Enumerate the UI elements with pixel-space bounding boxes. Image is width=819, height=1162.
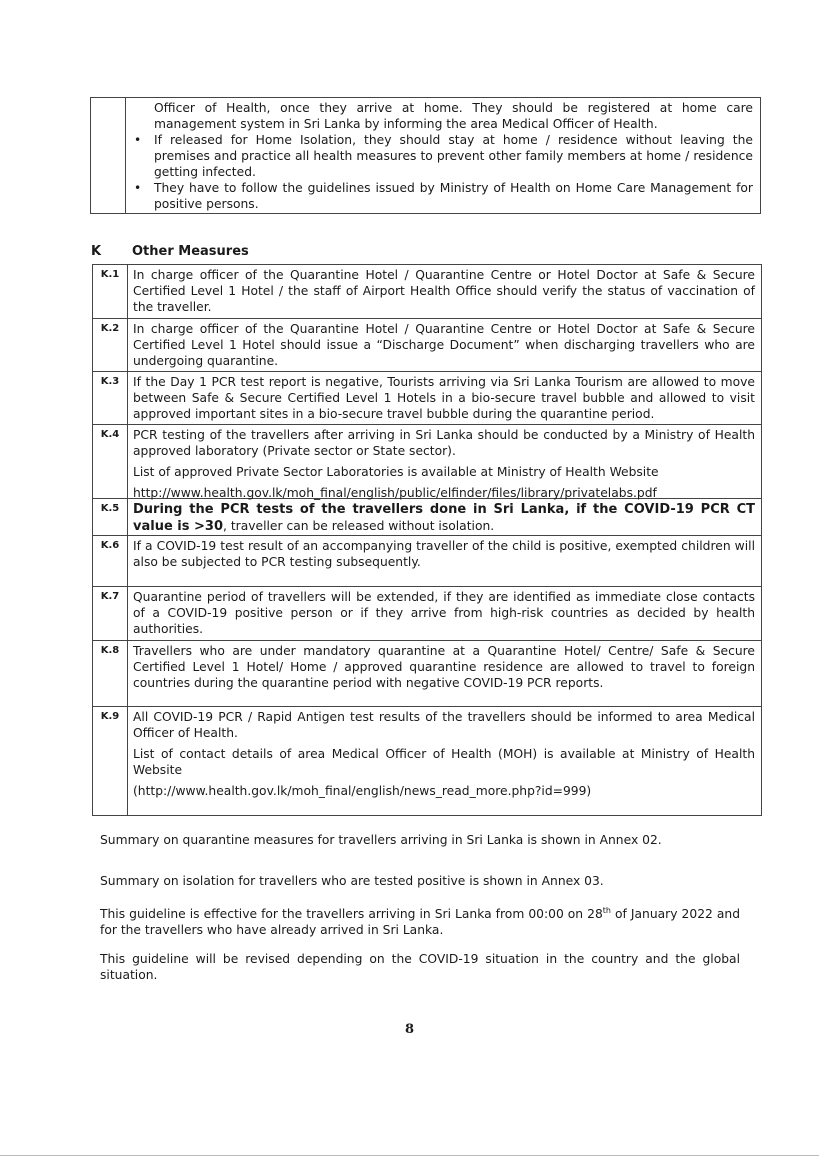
- annex2-paragraph: Summary on quarantine measures for travellers arriving in Sri Lanka is shown in Annex 02.: [100, 833, 662, 847]
- row-text: If the Day 1 PCR test report is negative, Tourists arriving via Sri Lanka Tourism are allowed to move between Safe & Secure Certified Level 1 Hotels in a bio-secure travel bubble and allowed to visit approved important sites in a bio-secure travel bubble during the quarantine period.: [133, 375, 755, 421]
- section-letter: K: [91, 244, 102, 259]
- bottom-divider: [0, 1155, 819, 1156]
- row-paragraph: All COVID-19 PCR / Rapid Antigen test results of the travellers should be informed to area Medical Officer of Health.: [133, 710, 755, 740]
- lab-list-link[interactable]: http://www.health.gov.lk/moh_final/english/public/elfinder/files/library/privatelabs.pdf: [133, 486, 657, 500]
- page-number: 8: [404, 1022, 415, 1037]
- continuation-intro: Officer of Health, once they arrive at home. They should be registered at home care management system in Sri Lanka by informing the area Medical Officer of Health.: [154, 101, 753, 131]
- row-text-tail: , traveller can be released without isolation.: [223, 519, 495, 533]
- row-text: [133, 501, 755, 535]
- effective-text-end: of January 2022 and for the travellers who have already arrived in Sri Lanka.: [100, 907, 740, 937]
- row-code: K.2: [93, 319, 128, 371]
- bullet-item: • If released for Home Isolation, they should stay at home / residence without leaving the premises and practice all health measures to prevent other family members at home / residence getting infected.: [154, 132, 753, 180]
- table-row: [93, 372, 761, 425]
- section-title: Other Measures: [132, 244, 249, 259]
- row-text: In charge officer of the Quarantine Hotel / Quarantine Centre or Hotel Doctor at Safe & Secure Certified Level 1 Hotel / the staff of Airport Health Office should verify the status of vaccination of the traveller.: [133, 268, 755, 314]
- revised-paragraph: This guideline will be revised depending on the COVID-19 situation in the country and the global situation.: [100, 952, 740, 982]
- table-row: [93, 707, 761, 815]
- row-code: K.3: [93, 372, 128, 424]
- table-row: [93, 265, 761, 319]
- row-text: Quarantine period of travellers will be extended, if they are identified as immediate close contacts of a COVID-19 positive person or if they arrive from high-risk countries as decided by health authorities.: [133, 590, 755, 636]
- row-code: K.7: [93, 587, 128, 640]
- table-row: [93, 641, 761, 707]
- row-list-note: List of contact details of area Medical Officer of Health (MOH) is available at Ministry of Health Website: [133, 747, 755, 777]
- bullet-item: • They have to follow the guidelines issued by Ministry of Health on Home Care Management for positive persons.: [154, 180, 753, 212]
- row-code: K.6: [93, 536, 128, 586]
- row-text: [133, 427, 755, 506]
- row-list-note: List of approved Private Sector Laboratories is available at Ministry of Health Website: [133, 465, 659, 479]
- table-row: [93, 499, 761, 536]
- effective-text-start: This guideline is effective for the travellers arriving in Sri Lanka from 00:00 on 28: [100, 907, 603, 921]
- row-code: K.9: [93, 707, 128, 815]
- row-paragraph: PCR testing of the travellers after arriving in Sri Lanka should be conducted by a Ministry of Health approved laboratory (Private sector or State sector).: [133, 428, 755, 458]
- effective-superscript: th: [602, 905, 611, 915]
- table-row: [93, 587, 761, 641]
- row-text: [133, 709, 755, 804]
- continuation-table: [90, 97, 761, 214]
- bold-text: During the PCR tests of the travellers done in Sri Lanka, if the COVID-19 PCR CT value is >30: [133, 502, 755, 534]
- continuation-code-cell: [91, 98, 126, 213]
- row-code: K.5: [93, 499, 128, 535]
- row-code: K.4: [93, 425, 128, 498]
- row-text: Travellers who are under mandatory quarantine at a Quarantine Hotel/ Centre/ Safe & Secure Certified Level 1 Hotel/ Home / approved quarantine residence are allowed to travel to foreign countries during the quarantine period with negative COVID-19 PCR reports.: [133, 644, 755, 690]
- table-row: [93, 536, 761, 587]
- row-code: K.8: [93, 641, 128, 706]
- table-row: [93, 425, 761, 499]
- measures-table: [92, 264, 762, 816]
- row-code: K.1: [93, 265, 128, 318]
- row-text: In charge officer of the Quarantine Hotel / Quarantine Centre or Hotel Doctor at Safe & Secure Certified Level 1 Hotel should issue a “Discharge Document” when discharging travellers who are undergoing quarantine.: [133, 322, 755, 368]
- continuation-content: [133, 100, 753, 212]
- row-text: If a COVID-19 test result of an accompanying traveller of the child is positive, exempted children will also be subjected to PCR testing subsequently.: [133, 539, 755, 569]
- annex3-paragraph: Summary on isolation for travellers who are tested positive is shown in Annex 03.: [100, 874, 604, 888]
- table-row: [93, 319, 761, 372]
- continuation-bullets: [133, 132, 753, 212]
- moh-contact-link[interactable]: (http://www.health.gov.lk/moh_final/english/news_read_more.php?id=999): [133, 784, 592, 798]
- effective-paragraph: [100, 906, 740, 938]
